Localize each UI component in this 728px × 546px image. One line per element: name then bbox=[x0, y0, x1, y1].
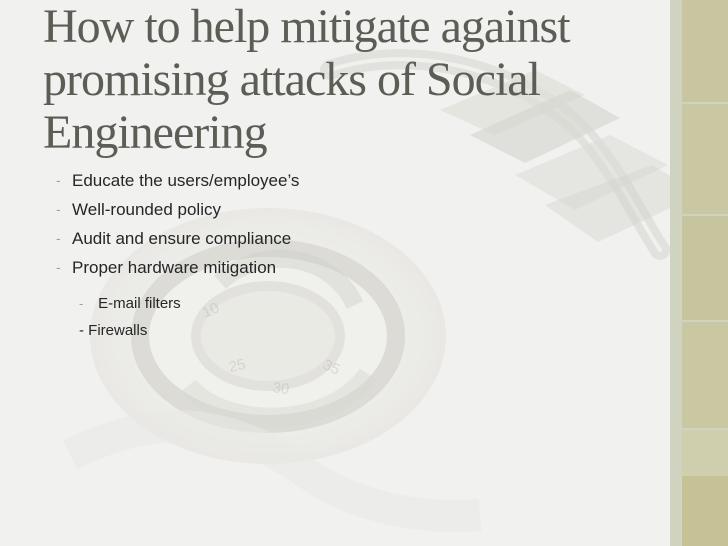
decorative-stripe bbox=[681, 216, 728, 320]
svg-text:35: 35 bbox=[320, 356, 343, 379]
bullet-audit-compliance: - Audit and ensure compliance bbox=[56, 224, 596, 253]
main-bullet-list bbox=[56, 166, 596, 282]
sub-bullet-email-filters bbox=[79, 294, 181, 314]
decorative-stripe bbox=[681, 104, 728, 214]
decorative-stripe bbox=[681, 0, 728, 102]
bullet-hardware-mitigation: - Proper hardware mitigation bbox=[56, 253, 596, 282]
sub-bullet-email-filters-label: E-mail filters bbox=[98, 295, 181, 312]
svg-text:25: 25 bbox=[227, 355, 248, 376]
svg-text:10: 10 bbox=[199, 299, 222, 322]
decorative-stripe bbox=[681, 476, 728, 546]
sub-bullet-firewalls: - Firewalls bbox=[79, 322, 148, 339]
decorative-stripe bbox=[681, 322, 728, 428]
bullet-educate-users: - Educate the users/employee’s bbox=[56, 166, 596, 195]
svg-text:30: 30 bbox=[271, 379, 291, 399]
bullet-well-rounded-policy: - Well-rounded policy bbox=[56, 195, 596, 224]
slide-title: How to help mitigate against promising attacks of Social Engineering bbox=[43, 0, 570, 159]
